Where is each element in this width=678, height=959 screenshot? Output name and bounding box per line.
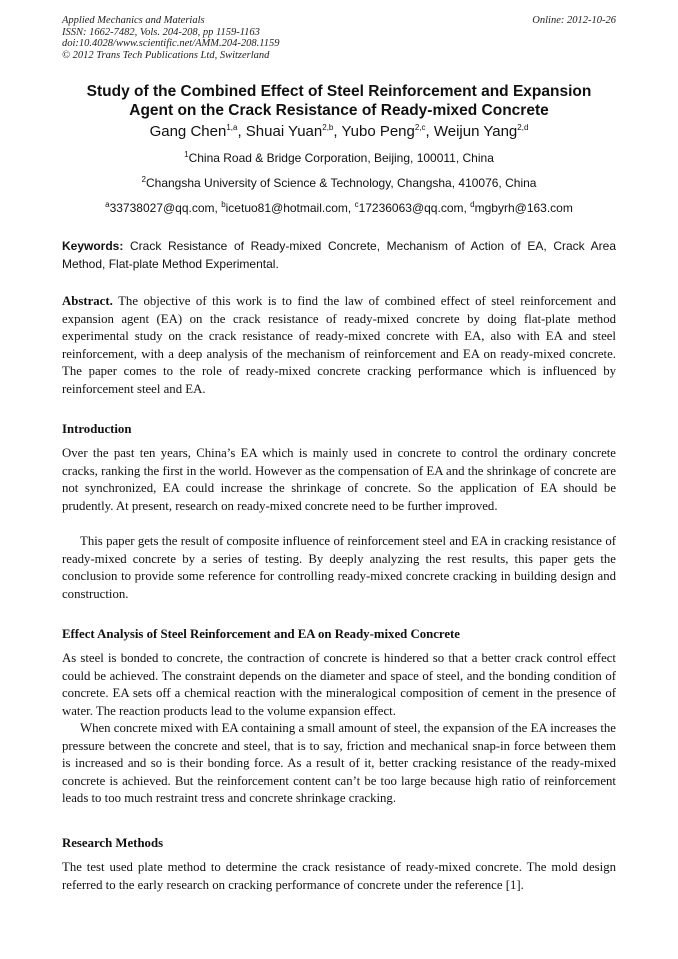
abstract-label: Abstract. xyxy=(62,294,113,308)
author: Shuai Yuan$^{2,b}$, xyxy=(245,123,342,140)
keywords-label: Keywords: xyxy=(62,239,124,253)
email-list: $^a$33738027@qq.com, $^b$icetuo81@hotmail.com, $^c$17236063@qq.com, $^d$mgbyrh@163.com xyxy=(105,200,573,215)
author: Gang Chen$^{1,a}$, xyxy=(149,123,246,140)
keywords xyxy=(62,237,616,273)
section-heading-introduction: Introduction xyxy=(62,422,132,436)
keywords-text: Crack Resistance of Ready-mixed Concrete, Mechanism of Action of EA, Crack Area Method, Flat-plate Method Experimental. xyxy=(62,239,616,271)
journal-name: Applied Mechanics and Materials xyxy=(62,15,205,26)
email-link[interactable]: 17236063@qq.com xyxy=(358,201,464,215)
author: Yubo Peng$^{2,c}$, xyxy=(341,123,434,140)
issn-line: ISSN: 1662-7482, Vols. 204-208, pp 1159-1163 xyxy=(62,26,260,38)
abstract-text: The objective of this work is to find the law of combined effect of steel reinforcement and expansion agent (EA) on the crack resistance of ready-mixed concrete by doing flat-plate method experimental study on the crack resistance of ready-mixed concrete with EA, also with EA and steel reinforcement, with a deep analysis of the mechanism of reinforcement and EA on ready-mixed concrete. The paper comes to the role of ready-mixed concrete cracking performance which is influenced by reinforcement steel and EA. xyxy=(62,294,616,396)
paper-title xyxy=(62,82,616,120)
intro-paragraph-1: Over the past ten years, China’s EA which is mainly used in concrete to control the ordinary concrete cracks, ranking the first in the world. However as the compensation of EA and the shrinkage of concrete are not synchronized, EA could increase the shrinkage of concrete. So the application of EA should be prudently. At present, research on ready-mixed concrete need to be further improved. xyxy=(62,446,616,513)
title-line-1: Study of the Combined Effect of Steel Reinforcement and Expansion xyxy=(86,83,592,100)
effect-paragraph-1: As steel is bonded to concrete, the contraction of concrete is hindered so that a better crack control effect could be achieved. The constraint depends on the diameter and space of steel, and the bonding condition of concrete. EA sets off a chemical reaction with the mineralogical composition of cement in the presence of water. The reaction products lead to the volume expansion effect. xyxy=(62,651,616,718)
copyright-line: © 2012 Trans Tech Publications Ltd, Switzerland xyxy=(62,49,270,61)
affiliation-1: $^1$China Road & Bridge Corporation, Beijing, 100011, China xyxy=(184,150,494,165)
section-heading-effect-analysis: Effect Analysis of Steel Reinforcement and EA on Ready-mixed Concrete xyxy=(62,627,460,641)
title-line-2: Agent on the Crack Resistance of Ready-mixed Concrete xyxy=(129,102,549,119)
author-list xyxy=(62,122,616,142)
affiliation-2: $^2$Changsha University of Science & Technology, Changsha, 410076, China xyxy=(141,175,537,190)
email-link[interactable]: icetuo81@hotmail.com xyxy=(225,201,348,215)
intro-paragraph-2: This paper gets the result of composite influence of reinforcement steel and EA in cracking resistance of ready-mixed concrete by a series of testing. By deeply analyzing the rest results, this paper gets the conclusion to provide some reference for controlling ready-mixed concrete cracking in building design and construction. xyxy=(62,534,616,601)
doi-line: doi:10.4028/www.scientific.net/AMM.204-208.1159 xyxy=(62,38,280,50)
email-link[interactable]: mgbyrh@163.com xyxy=(474,201,573,215)
email-link[interactable]: 33738027@qq.com xyxy=(109,201,215,215)
section-heading-research-methods: Research Methods xyxy=(62,836,164,850)
effect-paragraph-2: When concrete mixed with EA containing a small amount of steel, the expansion of the EA increases the pressure between the concrete and steel, that is to say, friction and mechanical snap-in force between them is increased and so is their bonding force. As a result of it, better cracking resistance of the ready-mixed concrete is achieved. But the reinforcement content can’t be too large because high ratio of reinforcement leads to too much restraint tress and concrete shrinkage cracking. xyxy=(62,721,616,806)
author: Weijun Yang$^{2,d}$ xyxy=(433,123,529,140)
abstract xyxy=(62,293,616,399)
online-date: Online: 2012-10-26 xyxy=(532,15,616,26)
methods-paragraph-1: The test used plate method to determine the crack resistance of ready-mixed concrete. The mold design referred to the early research on cracking performance of concrete under the reference [1]. xyxy=(62,860,616,892)
journal-header xyxy=(62,15,616,61)
